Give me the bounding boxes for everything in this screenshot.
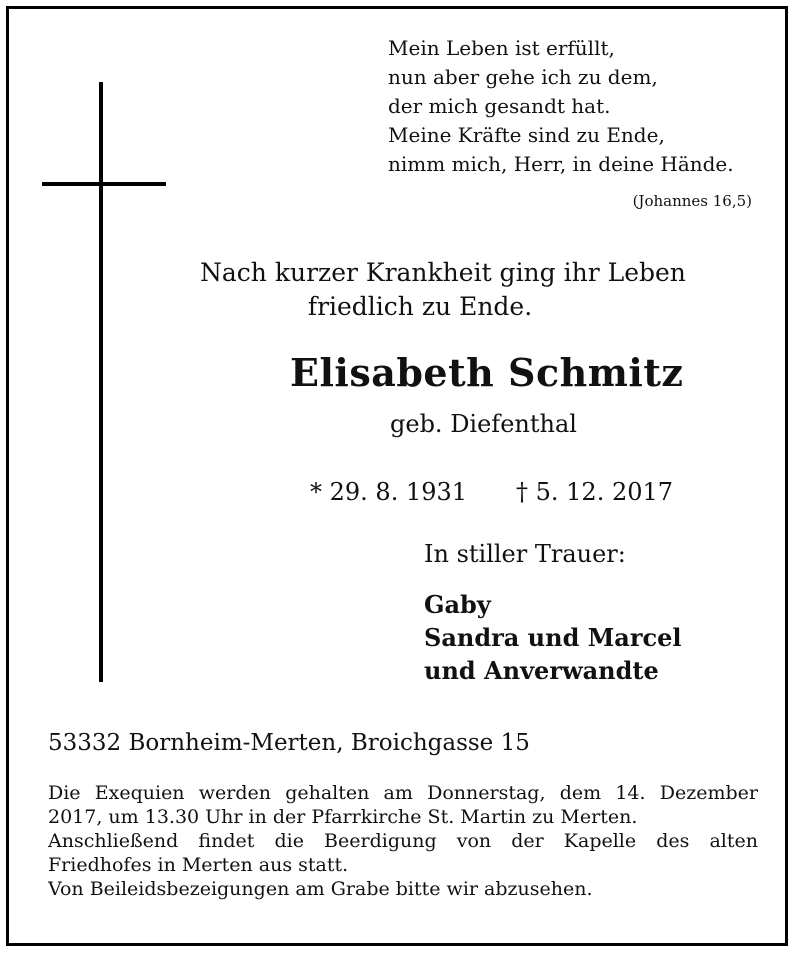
verse-line: nun aber gehe ich zu dem, bbox=[388, 65, 658, 89]
maiden-name: geb. Diefenthal bbox=[390, 410, 577, 438]
notice-line: Anschließend findet die Beerdigung von der Kapelle des alten bbox=[48, 830, 758, 852]
funeral-notice bbox=[48, 781, 758, 901]
death-date: † 5. 12. 2017 bbox=[516, 478, 674, 506]
notice-line: Von Beileidsbezeigungen am Grabe bitte wir abzusehen. bbox=[48, 878, 593, 900]
verse-line: nimm mich, Herr, in deine Hände. bbox=[388, 152, 734, 176]
bible-verse bbox=[388, 34, 734, 179]
verse-line: Mein Leben ist erfüllt, bbox=[388, 36, 615, 60]
notice-line: Friedhofes in Merten aus statt. bbox=[48, 854, 349, 876]
deceased-name: Elisabeth Schmitz bbox=[290, 350, 684, 395]
mourning-heading: In stiller Trauer: bbox=[424, 540, 626, 568]
verse-citation: (Johannes 16,5) bbox=[632, 192, 752, 210]
intro-line: Nach kurzer Krankheit ging ihr Leben bbox=[200, 258, 686, 287]
mourner-name: Gaby bbox=[424, 590, 491, 619]
verse-line: Meine Kräfte sind zu Ende, bbox=[388, 123, 665, 147]
intro-text bbox=[200, 256, 686, 324]
notice-line: Die Exequien werden gehalten am Donnerstag, dem 14. Dezember bbox=[48, 782, 758, 804]
mourners-list bbox=[424, 588, 681, 687]
family-address: 53332 Bornheim-Merten, Broichgasse 15 bbox=[48, 730, 530, 756]
notice-line: 2017, um 13.30 Uhr in der Pfarrkirche St. Martin zu Merten. bbox=[48, 806, 638, 828]
cross-icon-vertical-bar bbox=[99, 82, 103, 682]
birth-date: * 29. 8. 1931 bbox=[310, 478, 468, 506]
verse-line: der mich gesandt hat. bbox=[388, 94, 611, 118]
cross-icon-horizontal-bar bbox=[42, 182, 166, 186]
mourner-name: Sandra und Marcel bbox=[424, 623, 682, 652]
intro-line: friedlich zu Ende. bbox=[307, 292, 533, 321]
mourner-name: und Anverwandte bbox=[424, 656, 659, 685]
